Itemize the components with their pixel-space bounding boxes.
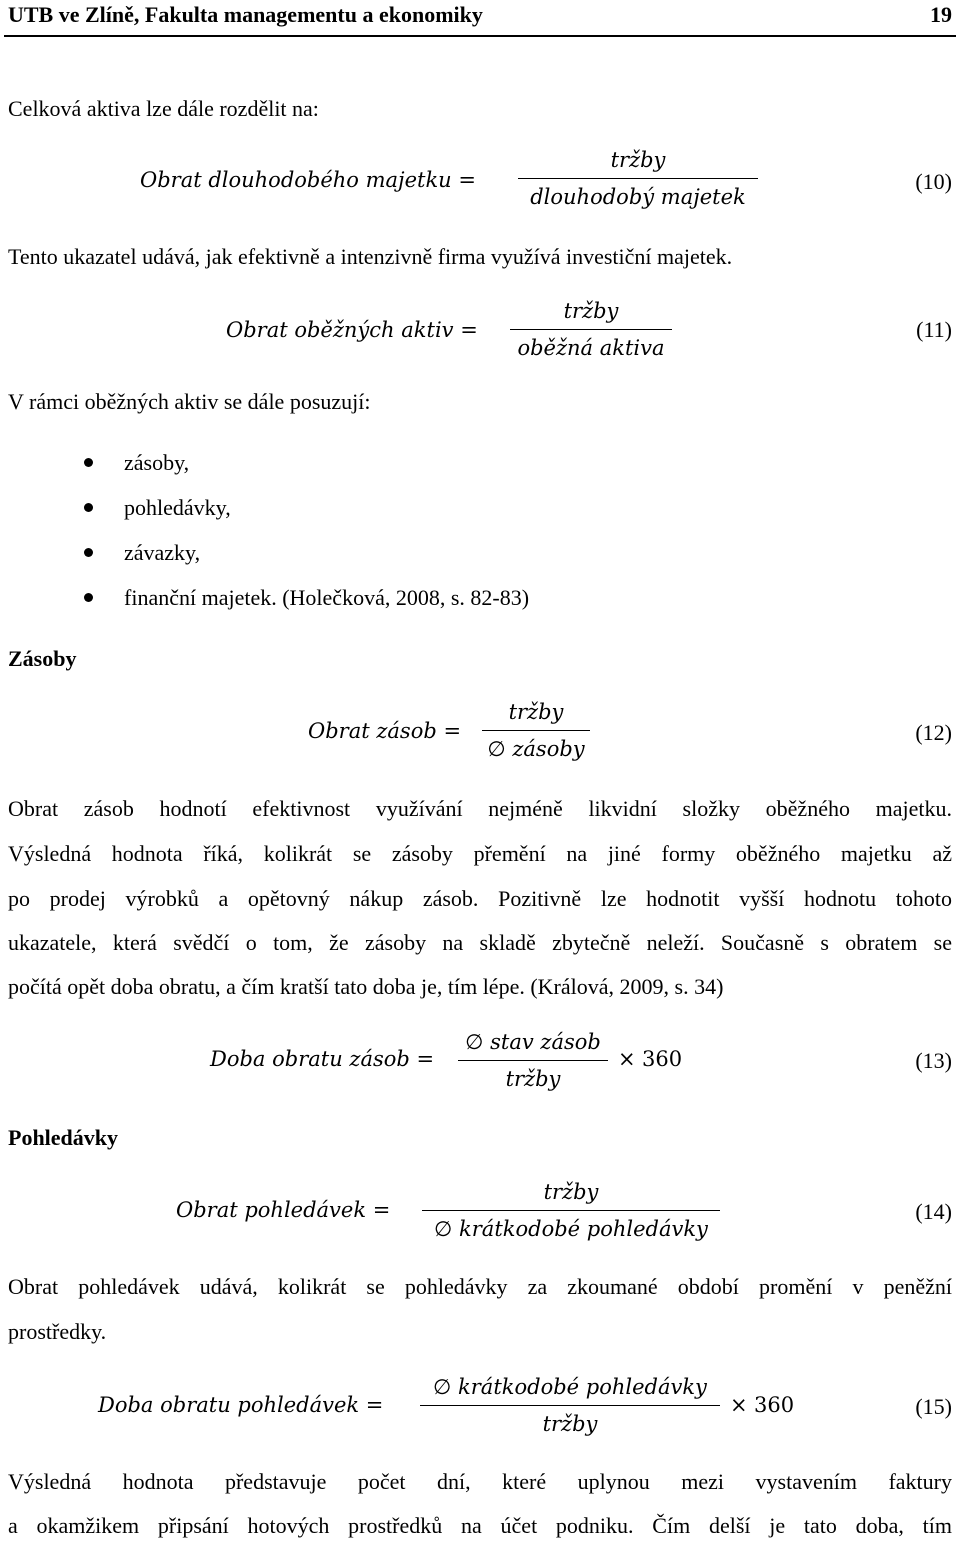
equation-15-lhs: Doba obratu pohledávek =	[98, 1393, 384, 1417]
equation-14-fraction	[422, 1178, 720, 1243]
equation-13-fraction	[458, 1028, 608, 1093]
equation-13-number: (13)	[915, 1048, 952, 1073]
list-item: závazky,	[80, 539, 529, 584]
equation-12-numerator: tržby	[508, 700, 564, 724]
equation-15-number: (15)	[915, 1394, 952, 1419]
equation-14-lhs: Obrat pohledávek =	[176, 1198, 391, 1222]
bullet-icon	[84, 503, 93, 512]
header-divider	[4, 35, 956, 37]
paragraph-line: počítá opět doba obratu, a čím kratší tato doba je, tím lépe. (Králová, 2009, s. 34)	[8, 974, 724, 999]
equation-12-lhs: Obrat zásob =	[308, 719, 462, 743]
equation-11-lhs: Obrat oběžných aktiv =	[226, 318, 478, 342]
equation-13-lhs: Doba obratu zásob =	[210, 1047, 435, 1071]
list-item: zásoby,	[80, 449, 529, 494]
paragraph-eq11: V rámci oběžných aktiv se dále posuzují:	[8, 389, 371, 414]
equation-13-factor: 360	[642, 1047, 683, 1071]
equation-10-lhs: Obrat dlouhodobého majetku =	[140, 168, 476, 192]
equation-10-denominator: dlouhodobý majetek	[530, 185, 746, 209]
fraction-bar	[420, 1405, 720, 1406]
equation-14-number: (14)	[915, 1199, 952, 1224]
equation-11-fraction	[510, 297, 672, 362]
section-heading-pohledavky: Pohledávky	[8, 1125, 119, 1150]
paragraph-line: po prodej výrobků a opětovný nákup zásob. Pozitivně lze hodnotit vyšší hodnotu tohoto	[8, 886, 952, 911]
paragraph-line: Obrat zásob hodnotí efektivnost využívání nejméně likvidní složky oběžného majetku.	[8, 796, 952, 821]
times-icon: ×	[618, 1047, 636, 1071]
equation-14-denominator: krátkodobé pohledávky	[459, 1217, 708, 1241]
fraction-bar	[458, 1060, 608, 1061]
running-header-title: UTB ve Zlíně, Fakulta managementu a ekonomiky	[8, 2, 483, 27]
average-icon: ∅	[434, 1217, 453, 1241]
equation-15-denominator: tržby	[542, 1412, 598, 1436]
bullet-list	[80, 449, 529, 629]
bullet-icon	[84, 458, 93, 467]
equation-12-denominator: zásoby	[512, 737, 585, 761]
equation-12-number: (12)	[915, 720, 952, 745]
average-icon: ∅	[465, 1030, 484, 1054]
equation-14-numerator: tržby	[543, 1180, 599, 1204]
equation-15-factor: 360	[754, 1393, 795, 1417]
equation-15-numerator: krátkodobé pohledávky	[458, 1375, 707, 1399]
paragraph-line: ukazatele, která svědčí o tom, že zásoby na skladě zbytečně neleží. Současně s obratem se	[8, 930, 952, 955]
fraction-bar	[510, 329, 672, 330]
equation-11-denominator: oběžná aktiva	[517, 336, 665, 360]
average-icon: ∅	[433, 1375, 452, 1399]
equation-11-number: (11)	[916, 317, 952, 342]
paragraph-line: a okamžikem připsání hotových prostředků na účet podniku. Čím delší je tato doba, tím	[8, 1513, 952, 1538]
equation-13-numerator: stav zásob	[490, 1030, 601, 1054]
fraction-bar	[518, 178, 758, 179]
paragraph-line: Výsledná hodnota říká, kolikrát se zásoby přemění na jiné formy oběžného majetku až	[8, 841, 952, 866]
paragraph-line: Výsledná hodnota představuje počet dní, které uplynou mezi vystavením faktury	[8, 1469, 952, 1494]
bullet-icon	[84, 548, 93, 557]
list-item: pohledávky,	[80, 494, 529, 539]
equation-12-fraction	[482, 698, 590, 763]
equation-10-number: (10)	[915, 169, 952, 194]
fraction-bar	[422, 1210, 720, 1211]
equation-13-denominator: tržby	[505, 1067, 561, 1091]
paragraph-line: Obrat pohledávek udává, kolikrát se pohledávky za zkoumané období promění v peněžní	[8, 1274, 952, 1299]
equation-15-fraction	[420, 1373, 720, 1438]
times-icon: ×	[730, 1393, 748, 1417]
fraction-bar	[482, 730, 590, 731]
paragraph-eq10: Tento ukazatel udává, jak efektivně a intenzivně firma využívá investiční majetek.	[8, 244, 733, 269]
equation-11-numerator: tržby	[563, 299, 619, 323]
equation-10-numerator: tržby	[610, 148, 666, 172]
page-number: 19	[930, 2, 952, 27]
equation-10-fraction	[518, 146, 758, 211]
list-item: finanční majetek. (Holečková, 2008, s. 82-83)	[80, 584, 529, 629]
average-icon: ∅	[487, 737, 506, 761]
section-heading-zasoby: Zásoby	[8, 646, 77, 671]
paragraph-intro: Celková aktiva lze dále rozdělit na:	[8, 96, 319, 121]
paragraph-line: prostředky.	[8, 1319, 107, 1344]
bullet-icon	[84, 593, 93, 602]
